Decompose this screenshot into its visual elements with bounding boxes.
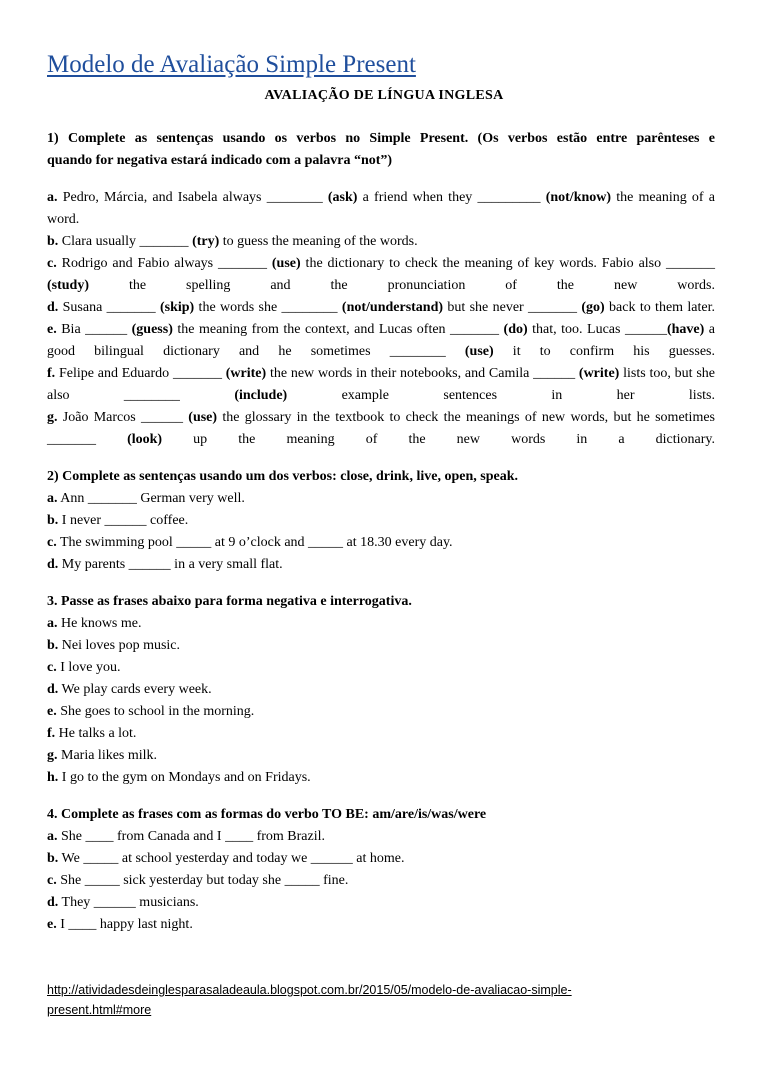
q1-heading-line1: 1) Complete as sentenças usando os verbos no Simple Present. (Os verbos estão entre parênteses e <box>47 131 715 146</box>
q3-heading: 3. Passe as frases abaixo para forma negativa e interrogativa. <box>47 594 412 609</box>
page-subtitle: AVALIAÇÃO DE LÍNGUA INGLESA <box>264 88 504 103</box>
q2-item-d: d. My parents ______ in a very small flat. <box>47 557 283 572</box>
q1-item-e: e. Bia ______ (guess) the meaning from the context, and Lucas often _______ (do) that, too. Lucas ______(have) a good bilingual dictionary and he sometimes ________ (use) it to confirm his guesses. <box>47 322 715 359</box>
q2-heading: 2) Complete as sentenças usando um dos verbos: close, drink, live, open, speak. <box>47 469 518 484</box>
q3-item-d: d. We play cards every week. <box>47 682 212 697</box>
source-link[interactable] <box>47 980 647 1020</box>
q3-item-c: c. I love you. <box>47 660 121 675</box>
page-title: Modelo de Avaliação Simple Present <box>47 51 416 78</box>
q4-heading: 4. Complete as frases com as formas do verbo TO BE: am/are/is/was/were <box>47 807 487 822</box>
q1-heading <box>47 128 715 172</box>
q1-heading-line2: quando for negativa estará indicado com a palavra “not”) <box>47 153 393 168</box>
q1-item-d: d. Susana _______ (skip) the words she ________ (not/understand) but she never _______ (go) back to them later. <box>47 300 715 315</box>
q3-item-g: g. Maria likes milk. <box>47 748 158 763</box>
q3-item-f: f. He talks a lot. <box>47 726 137 741</box>
q1-item-g: g. João Marcos ______ (use) the glossary in the textbook to check the meanings of new words, but he sometimes _______ (look) up the meaning of the new words in a dictionary. <box>47 410 716 447</box>
q3-item-h: h. I go to the gym on Mondays and on Fridays. <box>47 770 311 785</box>
q3-item-a: a. He knows me. <box>47 616 142 631</box>
q4-item-d: d. They ______ musicians. <box>47 895 199 910</box>
q1-item-f: f. Felipe and Eduardo _______ (write) the new words in their notebooks, and Camila ______ (write) lists too, but she also ________ (include) example sentences in her lists. <box>47 366 715 403</box>
q3-item-b: b. Nei loves pop music. <box>47 638 181 653</box>
q4-item-a: a. She ____ from Canada and I ____ from Brazil. <box>47 829 325 844</box>
q4-item-e: e. I ____ happy last night. <box>47 917 193 932</box>
q2-item-a: a. Ann _______ German very well. <box>47 491 245 506</box>
q2-item-b: b. I never ______ coffee. <box>47 513 189 528</box>
q1-item-a: a. Pedro, Márcia, and Isabela always ________ (ask) a friend when they _________ (not/know) the meaning of a word. <box>47 190 716 227</box>
q4-item-b: b. We _____ at school yesterday and today we ______ at home. <box>47 851 405 866</box>
worksheet-content <box>47 128 715 936</box>
q2-item-c: c. The swimming pool _____ at 9 o’clock and _____ at 18.30 every day. <box>47 535 453 550</box>
q1-item-b: b. Clara usually _______ (try) to guess the meaning of the words. <box>47 234 418 249</box>
source-link-line2[interactable]: present.html#more <box>47 1003 152 1017</box>
q3-item-e: e. She goes to school in the morning. <box>47 704 255 719</box>
q4-item-c: c. She _____ sick yesterday but today she _____ fine. <box>47 873 349 888</box>
source-link-line1[interactable]: http://atividadesdeinglesparasaladeaula.blogspot.com.br/2015/05/modelo-de-avaliacao-simple- <box>47 983 572 997</box>
q1-item-c: c. Rodrigo and Fabio always _______ (use) the dictionary to check the meaning of key words. Fabio also _______ (study) the spelling and the pronunciation of the new words. <box>47 256 715 293</box>
